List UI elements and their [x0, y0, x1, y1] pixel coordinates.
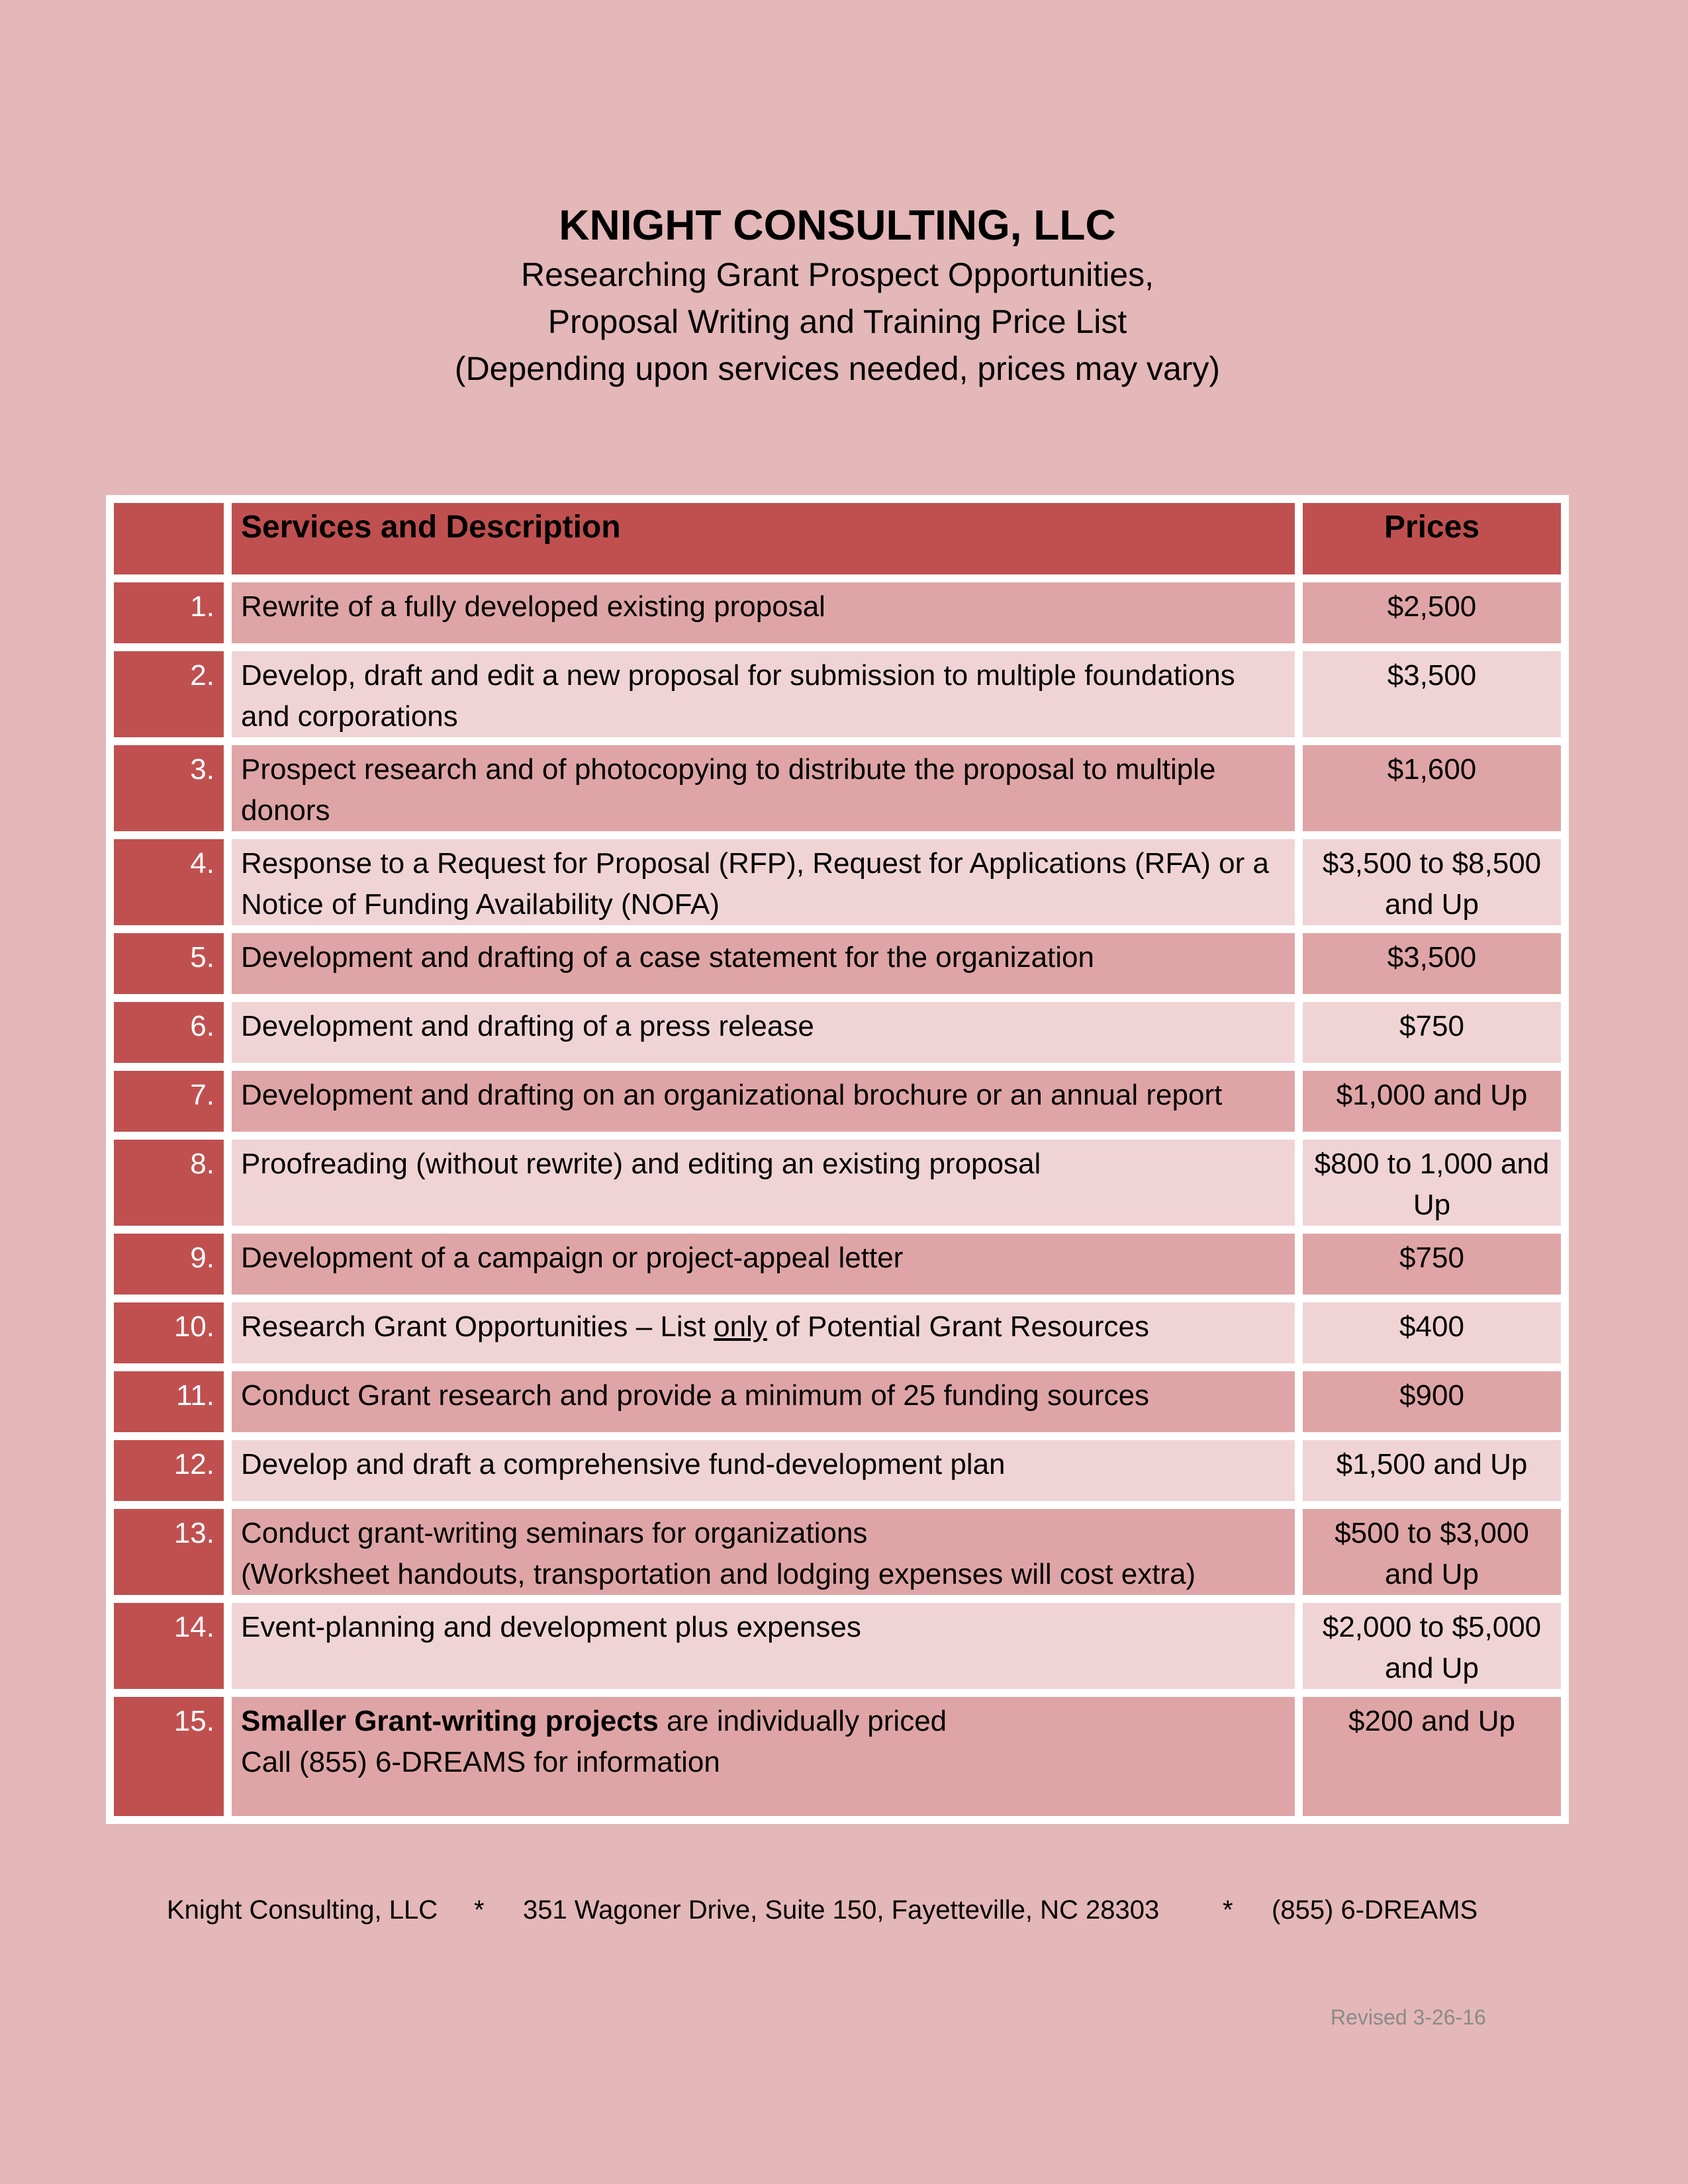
footer-address: 351 Wagoner Drive, Suite 150, Fayetteville, NC 28303	[523, 1895, 1160, 1925]
row-description-part: of Potential Grant Resources	[767, 1310, 1150, 1343]
row-description: Conduct Grant research and provide a minimum of 25 funding sources	[232, 1371, 1295, 1432]
underlined-word: only	[714, 1310, 767, 1343]
row-description: Event-planning and development plus expenses	[232, 1603, 1295, 1689]
row-number: 9.	[114, 1234, 224, 1295]
services-column-header: Services and Description	[232, 503, 1295, 574]
table-row	[114, 1002, 1561, 1063]
table-row	[114, 1140, 1561, 1226]
footer-separator: *	[474, 1895, 485, 1925]
row-description-line: Call (855) 6-DREAMS for information	[241, 1746, 720, 1778]
footer-company: Knight Consulting, LLC	[167, 1895, 438, 1925]
page-header	[0, 199, 1675, 392]
row-price: $800 to 1,000 and Up	[1303, 1140, 1561, 1226]
row-number: 13.	[114, 1509, 224, 1595]
row-number: 2.	[114, 651, 224, 737]
page-title: KNIGHT CONSULTING, LLC	[559, 201, 1116, 249]
number-column-header	[114, 503, 224, 574]
row-description-part: Research Grant Opportunities – List	[241, 1310, 714, 1343]
table-row	[114, 1371, 1561, 1432]
row-description	[232, 1697, 1295, 1816]
subtitle-line-2: Proposal Writing and Training Price List	[547, 303, 1127, 340]
row-number: 15.	[114, 1697, 224, 1816]
row-price: $500 to $3,000 and Up	[1303, 1509, 1561, 1595]
row-description: Develop and draft a comprehensive fund-development plan	[232, 1440, 1295, 1501]
row-number: 14.	[114, 1603, 224, 1689]
row-price: $3,500 to $8,500 and Up	[1303, 839, 1561, 925]
row-number: 7.	[114, 1071, 224, 1132]
row-number: 12.	[114, 1440, 224, 1501]
table-row	[114, 839, 1561, 925]
row-price: $3,500	[1303, 933, 1561, 994]
row-price: $400	[1303, 1302, 1561, 1363]
table-header-row	[114, 503, 1561, 574]
row-number: 1.	[114, 582, 224, 643]
row-description: Development of a campaign or project-appeal letter	[232, 1234, 1295, 1295]
price-table	[106, 495, 1569, 1824]
row-price: $3,500	[1303, 651, 1561, 737]
row-description: Rewrite of a fully developed existing proposal	[232, 582, 1295, 643]
row-price: $2,000 to $5,000 and Up	[1303, 1603, 1561, 1689]
row-number: 3.	[114, 745, 224, 831]
row-number: 4.	[114, 839, 224, 925]
footer-phone: (855) 6-DREAMS	[1272, 1895, 1478, 1925]
table-row	[114, 1509, 1561, 1595]
revision-date: Revised 3-26-16	[1331, 2005, 1486, 2029]
row-description-line	[241, 1701, 1286, 1742]
row-description	[232, 1509, 1295, 1595]
table-row	[114, 1071, 1561, 1132]
table-row	[114, 745, 1561, 831]
row-price: $2,500	[1303, 582, 1561, 643]
row-description: Development and drafting of a press release	[232, 1002, 1295, 1063]
row-price: $1,000 and Up	[1303, 1071, 1561, 1132]
table-row	[114, 1603, 1561, 1689]
table-row	[114, 582, 1561, 643]
subtitle-line-3: (Depending upon services needed, prices may vary)	[454, 350, 1221, 387]
row-price: $200 and Up	[1303, 1697, 1561, 1816]
row-description: Develop, draft and edit a new proposal for submission to multiple foundations and corporations	[232, 651, 1295, 737]
row-price: $900	[1303, 1371, 1561, 1432]
row-description: Proofreading (without rewrite) and editing an existing proposal	[232, 1140, 1295, 1226]
table-row	[114, 933, 1561, 994]
table-row	[114, 1302, 1561, 1363]
row-number: 6.	[114, 1002, 224, 1063]
table-row	[114, 1234, 1561, 1295]
row-description: Development and drafting on an organizational brochure or an annual report	[232, 1071, 1295, 1132]
row-description-part: are individually priced	[658, 1705, 947, 1737]
row-number: 5.	[114, 933, 224, 994]
row-price: $1,500 and Up	[1303, 1440, 1561, 1501]
row-number: 10.	[114, 1302, 224, 1363]
price-table-grid	[106, 495, 1569, 1824]
footer-separator: *	[1223, 1895, 1233, 1925]
row-description: Development and drafting of a case statement for the organization	[232, 933, 1295, 994]
row-price: $750	[1303, 1234, 1561, 1295]
subtitle-line-1: Researching Grant Prospect Opportunities,	[520, 256, 1154, 293]
row-number: 8.	[114, 1140, 224, 1226]
prices-column-header: Prices	[1303, 503, 1561, 574]
row-price: $1,600	[1303, 745, 1561, 831]
row-description: Response to a Request for Proposal (RFP), Request for Applications (RFA) or a Notice of Funding Availability (NOFA)	[232, 839, 1295, 925]
row-number: 11.	[114, 1371, 224, 1432]
table-row	[114, 1697, 1561, 1816]
table-row	[114, 651, 1561, 737]
row-description-line: Conduct grant-writing seminars for organizations	[241, 1517, 868, 1549]
row-price: $750	[1303, 1002, 1561, 1063]
bold-phrase: Smaller Grant-writing projects	[241, 1705, 659, 1737]
row-description: Prospect research and of photocopying to distribute the proposal to multiple donors	[232, 745, 1295, 831]
table-row	[114, 1440, 1561, 1501]
row-description-line: (Worksheet handouts, transportation and lodging expenses will cost extra)	[241, 1558, 1196, 1590]
row-description	[232, 1302, 1295, 1363]
